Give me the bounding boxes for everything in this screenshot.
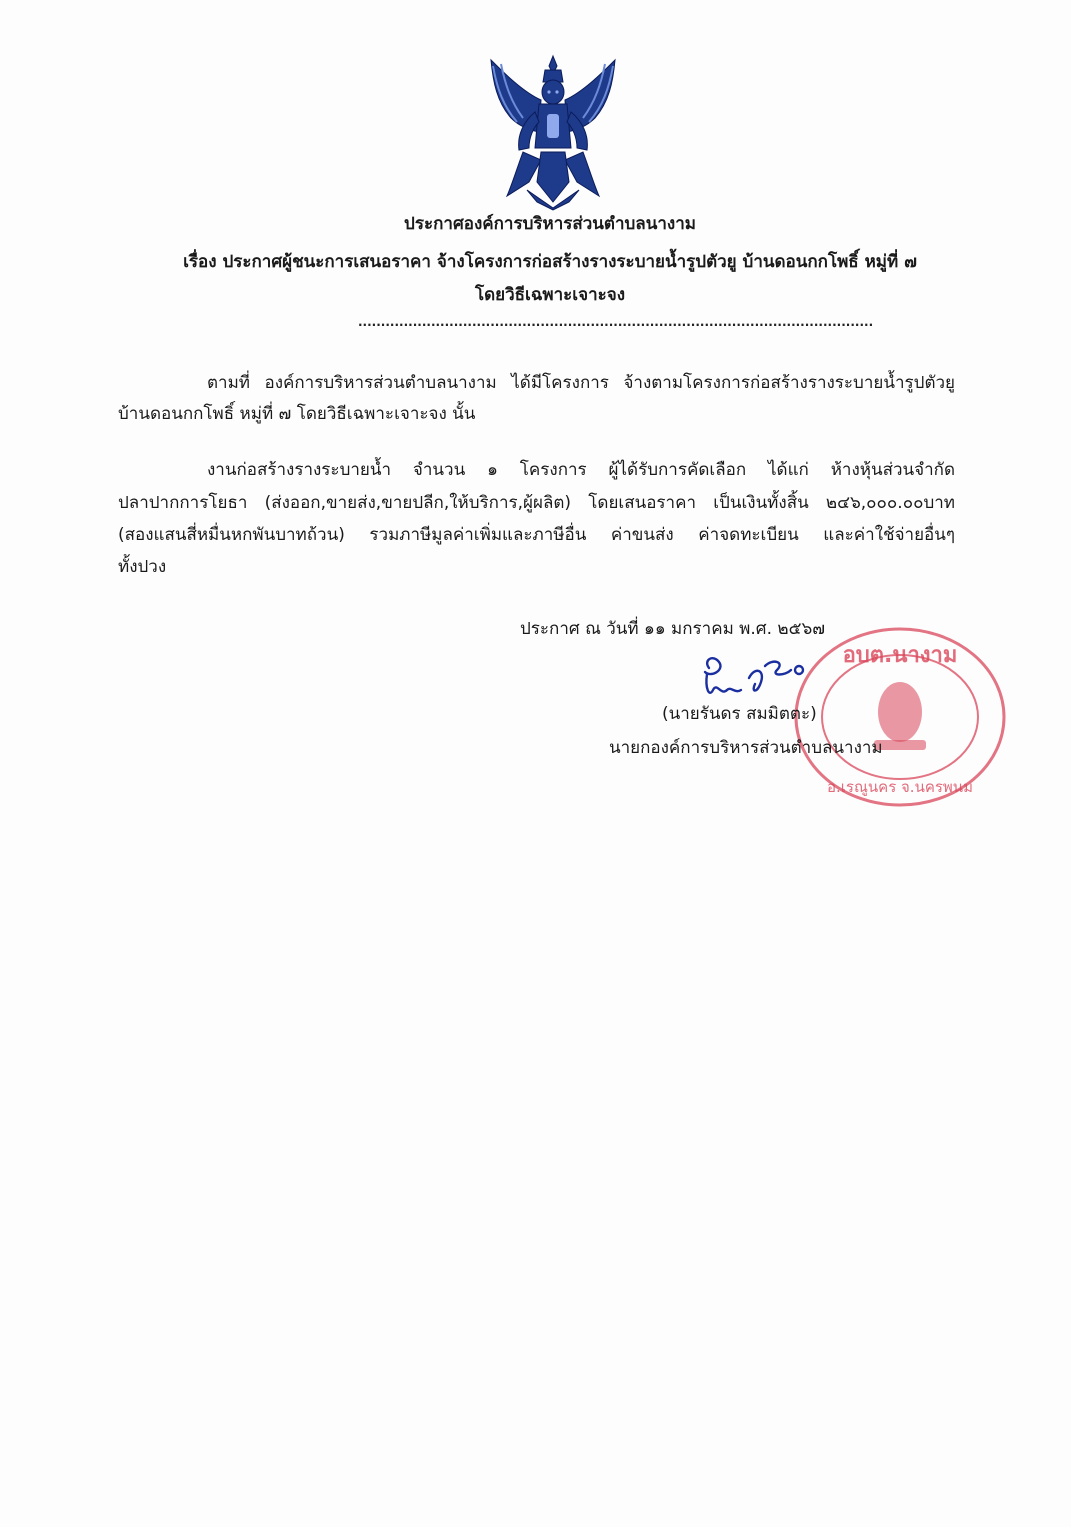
procurement-method: โดยวิธีเฉพาะเจาะจง bbox=[474, 285, 626, 305]
paragraph-2-line-3: (สองแสนสี่หมื่นหกพันบาทถ้วน) รวมภาษีมูลค่าเพิ่มและภาษีอื่น ค่าขนส่ง ค่าจดทะเบียน และค่าใช้จ่ายอื่นๆ bbox=[118, 525, 955, 545]
document-subject: เรื่อง ประกาศผู้ชนะการเสนอราคา จ้างโครงการก่อสร้างรางระบายน้ำรูปตัวยู บ้านดอนกกโพธิ์ หมู่ที่ ๗ bbox=[183, 252, 917, 272]
signatory-name: (นายรันดร สมมิตตะ) bbox=[662, 704, 817, 724]
official-stamp bbox=[790, 622, 1010, 812]
garuda-emblem-icon bbox=[483, 52, 623, 210]
document-title: ประกาศองค์การบริหารส่วนตำบลนางาม bbox=[404, 214, 696, 234]
paragraph-1-line-1: ตามที่ องค์การบริหารส่วนตำบลนางาม ได้มีโครงการ จ้างตามโครงการก่อสร้างรางระบายน้ำรูปตัวยู bbox=[207, 373, 955, 393]
handwritten-signature bbox=[695, 648, 815, 708]
stamp-bottom-text: อ.เรณูนคร จ.นครพนม bbox=[827, 778, 973, 796]
paragraph-1-line-2: บ้านดอนกกโพธิ์ หมู่ที่ ๗ โดยวิธีเฉพาะเจาะจง นั้น bbox=[118, 404, 476, 424]
stamp-top-text: อบต.นางาม bbox=[842, 643, 958, 668]
announcement-date: ประกาศ ณ วันที่ ๑๑ มกราคม พ.ศ. ๒๕๖๗ bbox=[520, 619, 826, 639]
paragraph-2-line-4: ทั้งปวง bbox=[118, 557, 167, 577]
signatory-position: นายกองค์การบริหารส่วนตำบลนางาม bbox=[609, 738, 883, 758]
heading-divider: ................................................................................................................. bbox=[358, 315, 874, 329]
paragraph-2-line-1: งานก่อสร้างรางระบายน้ำ จำนวน ๑ โครงการ ผู้ได้รับการคัดเลือก ได้แก่ ห้างหุ้นส่วนจำกัด bbox=[207, 460, 955, 480]
paragraph-2-line-2: ปลาปากการโยธา (ส่งออก,ขายส่ง,ขายปลีก,ให้บริการ,ผู้ผลิต) โดยเสนอราคา เป็นเงินทั้งสิ้น ๒๔๖,๐๐๐.๐๐บาท bbox=[118, 493, 955, 513]
